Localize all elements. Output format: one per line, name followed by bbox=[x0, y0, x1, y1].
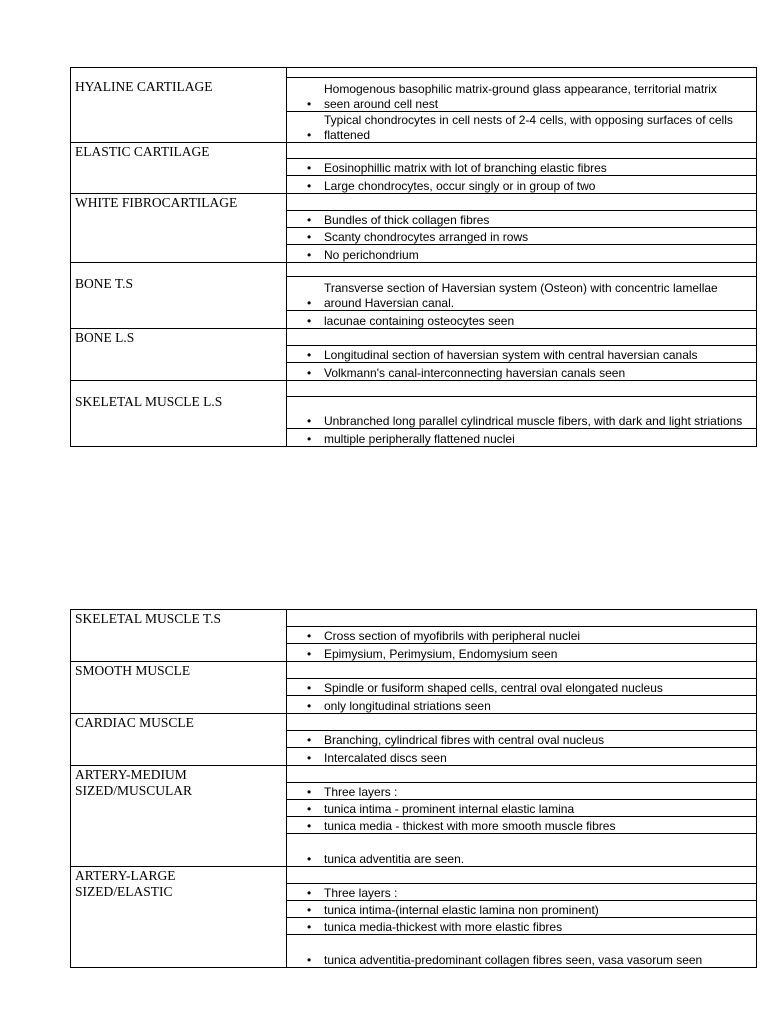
table-row bbox=[71, 867, 756, 967]
table-row bbox=[71, 662, 756, 714]
spacer-row bbox=[287, 329, 756, 346]
list-item: • Longitudinal section of haversian system with central haversian canals bbox=[287, 346, 756, 363]
spacer-row bbox=[287, 263, 756, 277]
table-row bbox=[71, 143, 756, 194]
list-item: • Large chondrocytes, occur singly or in group of two bbox=[287, 176, 756, 193]
spacer-row bbox=[287, 714, 756, 731]
spacer-row bbox=[287, 662, 756, 679]
list-item: • Bundles of thick collagen fibres bbox=[287, 211, 756, 228]
tissue-label: ARTERY-LARGE SIZED/ELASTIC bbox=[71, 867, 287, 967]
list-item: • Cross section of myofibrils with peripheral nuclei bbox=[287, 627, 756, 644]
spacer-row bbox=[287, 381, 756, 397]
table-row bbox=[71, 610, 756, 662]
histology-table-1 bbox=[70, 67, 757, 447]
table-row bbox=[71, 68, 756, 143]
list-item: • Eosinophillic matrix with lot of branching elastic fibres bbox=[287, 159, 756, 176]
tissue-label: HYALINE CARTILAGE bbox=[71, 68, 287, 142]
tissue-label: SKELETAL MUSCLE T.S bbox=[71, 610, 287, 661]
list-item: • Typical chondrocytes in cell nests of 2-4 cells, with opposing surfaces of cells flattened bbox=[287, 112, 756, 142]
tissue-label: WHITE FIBROCARTILAGE bbox=[71, 194, 287, 262]
spacer-row bbox=[287, 68, 756, 78]
list-item: • only longitudinal striations seen bbox=[287, 696, 756, 713]
table-row bbox=[71, 714, 756, 766]
list-item: • tunica media - thickest with more smooth muscle fibres bbox=[287, 817, 756, 834]
list-item: • Intercalated discs seen bbox=[287, 748, 756, 765]
list-item: • Spindle or fusiform shaped cells, central oval elongated nucleus bbox=[287, 679, 756, 696]
table-row bbox=[71, 329, 756, 381]
table-row bbox=[71, 381, 756, 446]
table-row bbox=[71, 194, 756, 263]
list-item: • Transverse section of Haversian system (Osteon) with concentric lamellae around Haversian canal. bbox=[287, 277, 756, 311]
table-row bbox=[71, 766, 756, 867]
spacer-row bbox=[287, 867, 756, 884]
table-row bbox=[71, 263, 756, 329]
spacer-row bbox=[287, 143, 756, 159]
list-item: • Branching, cylindrical fibres with central oval nucleus bbox=[287, 731, 756, 748]
list-item: • tunica media-thickest with more elastic fibres bbox=[287, 918, 756, 935]
list-item: • Epimysium, Perimysium, Endomysium seen bbox=[287, 644, 756, 661]
list-item: • Homogenous basophilic matrix-ground glass appearance, territorial matrix seen around cell nest bbox=[287, 78, 756, 112]
tissue-label: SMOOTH MUSCLE bbox=[71, 662, 287, 713]
tissue-label: ELASTIC CARTILAGE bbox=[71, 143, 287, 193]
list-item: • Three layers : bbox=[287, 783, 756, 800]
list-item: • tunica intima - prominent internal elastic lamina bbox=[287, 800, 756, 817]
list-item: • tunica adventitia-predominant collagen fibres seen, vasa vasorum seen bbox=[287, 935, 756, 967]
list-item: • Scanty chondrocytes arranged in rows bbox=[287, 228, 756, 245]
list-item: • tunica adventitia are seen. bbox=[287, 834, 756, 866]
list-item: • tunica intima-(internal elastic lamina non prominent) bbox=[287, 901, 756, 918]
list-item: • lacunae containing osteocytes seen bbox=[287, 311, 756, 328]
tissue-label: CARDIAC MUSCLE bbox=[71, 714, 287, 765]
histology-table-2 bbox=[70, 609, 757, 968]
tissue-label: SKELETAL MUSCLE L.S bbox=[71, 381, 287, 446]
list-item: • Three layers : bbox=[287, 884, 756, 901]
spacer-row bbox=[287, 610, 756, 627]
list-item: • multiple peripherally flattened nuclei bbox=[287, 429, 756, 446]
list-item: • Volkmann's canal-interconnecting haversian canals seen bbox=[287, 363, 756, 380]
list-item: • No perichondrium bbox=[287, 245, 756, 262]
tissue-label: BONE L.S bbox=[71, 329, 287, 380]
tissue-label: BONE T.S bbox=[71, 263, 287, 328]
list-item: • Unbranched long parallel cylindrical muscle fibers, with dark and light striations bbox=[287, 397, 756, 429]
tissue-label: ARTERY-MEDIUM SIZED/MUSCULAR bbox=[71, 766, 287, 866]
spacer-row bbox=[287, 766, 756, 783]
spacer-row bbox=[287, 194, 756, 211]
